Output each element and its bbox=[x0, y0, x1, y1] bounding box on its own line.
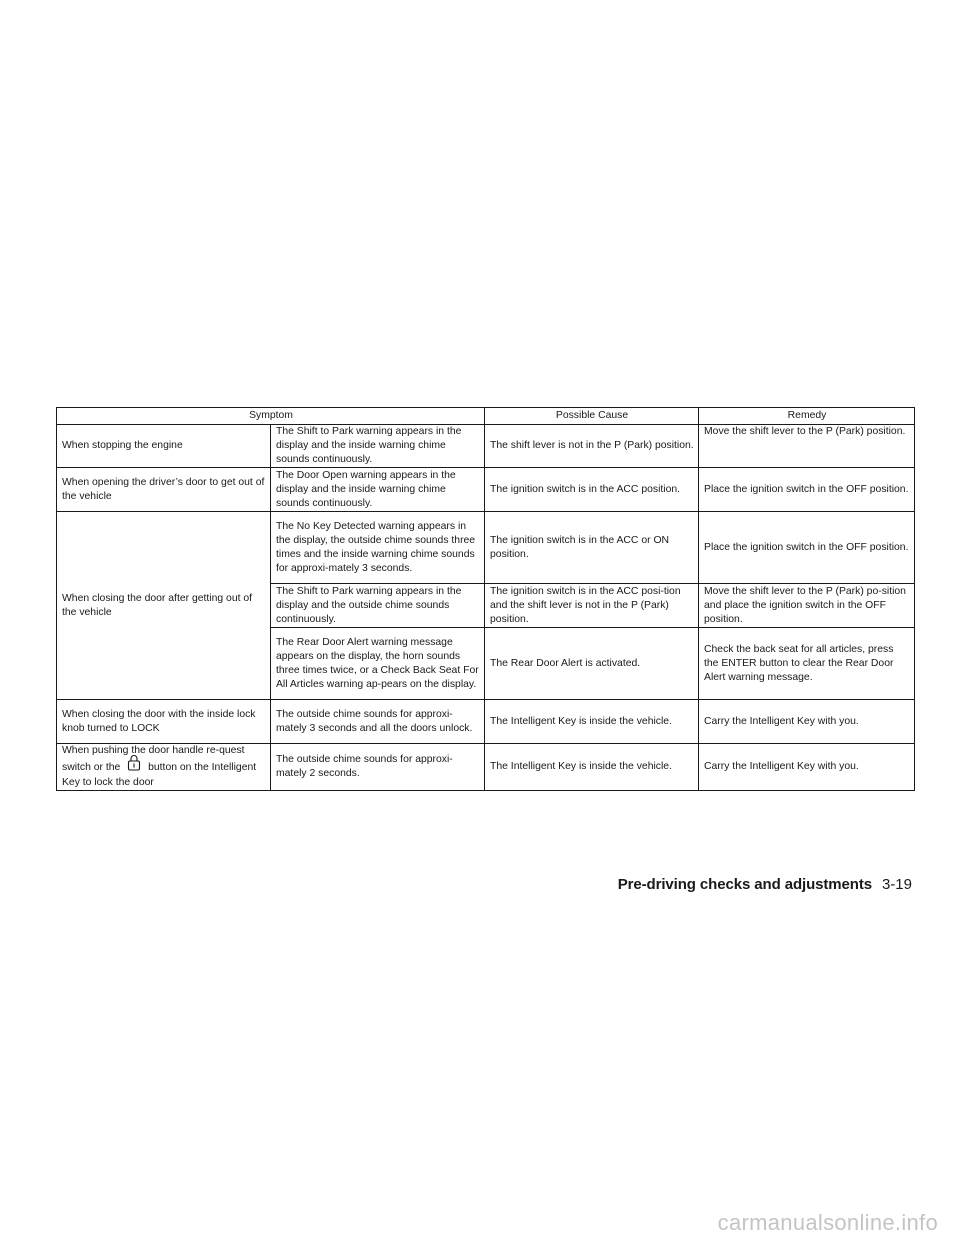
cause-cell: The shift lever is not in the P (Park) position. bbox=[485, 425, 699, 468]
header-symptom: Symptom bbox=[57, 408, 485, 425]
table-row bbox=[57, 700, 915, 744]
header-possible-cause: Possible Cause bbox=[485, 408, 699, 425]
cause-cell: The ignition switch is in the ACC position. bbox=[485, 468, 699, 512]
header-remedy: Remedy bbox=[699, 408, 915, 425]
cause-cell: The Intelligent Key is inside the vehicle. bbox=[485, 744, 699, 791]
symptom-cell: When opening the driver’s door to get out of the vehicle bbox=[57, 468, 271, 512]
page-footer bbox=[618, 876, 912, 893]
remedy-cell: Place the ignition switch in the OFF position. bbox=[699, 512, 915, 584]
symptom-cell: When closing the door after getting out of the vehicle bbox=[57, 512, 271, 700]
table-row bbox=[57, 425, 915, 468]
symptom-cell bbox=[57, 744, 271, 791]
symptom-text-part1: When pushing the door handle re-quest switch or the bbox=[62, 745, 245, 773]
symptom-cell: When stopping the engine bbox=[57, 425, 271, 468]
lock-icon bbox=[127, 754, 141, 776]
condition-cell: The Shift to Park warning appears in the display and the outside chime sounds continuously. bbox=[271, 584, 485, 628]
remedy-cell: Move the shift lever to the P (Park) position. bbox=[699, 425, 915, 468]
warning-chime-table bbox=[56, 407, 915, 791]
watermark: carmanualsonline.info bbox=[717, 1210, 938, 1235]
section-title: Pre-driving checks and adjustments bbox=[617, 876, 872, 893]
table-row bbox=[57, 468, 915, 512]
condition-cell: The outside chime sounds for approxi-mately 3 seconds and all the doors unlock. bbox=[271, 700, 485, 744]
remedy-cell: Carry the Intelligent Key with you. bbox=[699, 700, 915, 744]
cause-cell: The ignition switch is in the ACC or ON position. bbox=[485, 512, 699, 584]
condition-cell: The Rear Door Alert warning message appears on the display, the horn sounds three times twice, or a Check Back Seat For All Articles warning ap-pears on the display. bbox=[271, 628, 485, 700]
remedy-cell: Carry the Intelligent Key with you. bbox=[699, 744, 915, 791]
cause-cell: The Rear Door Alert is activated. bbox=[485, 628, 699, 700]
table-header-row bbox=[57, 408, 915, 425]
table-row bbox=[57, 744, 915, 791]
condition-cell: The Shift to Park warning appears in the display and the inside warning chime sounds continuously. bbox=[271, 425, 485, 468]
remedy-cell: Place the ignition switch in the OFF position. bbox=[699, 468, 915, 512]
page-number: 3-19 bbox=[881, 876, 912, 893]
symptom-cell: When closing the door with the inside lock knob turned to LOCK bbox=[57, 700, 271, 744]
remedy-cell: Move the shift lever to the P (Park) po-sition and place the ignition switch in the OFF position. bbox=[699, 584, 915, 628]
symptom-text-part2: button on the Intelligent Key to lock the door bbox=[62, 761, 257, 788]
cause-cell: The ignition switch is in the ACC posi-tion and the shift lever is not in the P (Park) position. bbox=[485, 584, 699, 628]
cause-cell: The Intelligent Key is inside the vehicle. bbox=[485, 700, 699, 744]
condition-cell: The outside chime sounds for approxi-mately 2 seconds. bbox=[271, 744, 485, 791]
condition-cell: The No Key Detected warning appears in the display, the outside chime sounds three times and the inside warning chime sounds for approxi-mately 3 seconds. bbox=[271, 512, 485, 584]
remedy-cell: Check the back seat for all articles, press the ENTER button to clear the Rear Door Alert warning message. bbox=[699, 628, 915, 700]
table-row bbox=[57, 512, 915, 584]
condition-cell: The Door Open warning appears in the display and the inside warning chime sounds continuously. bbox=[271, 468, 485, 512]
